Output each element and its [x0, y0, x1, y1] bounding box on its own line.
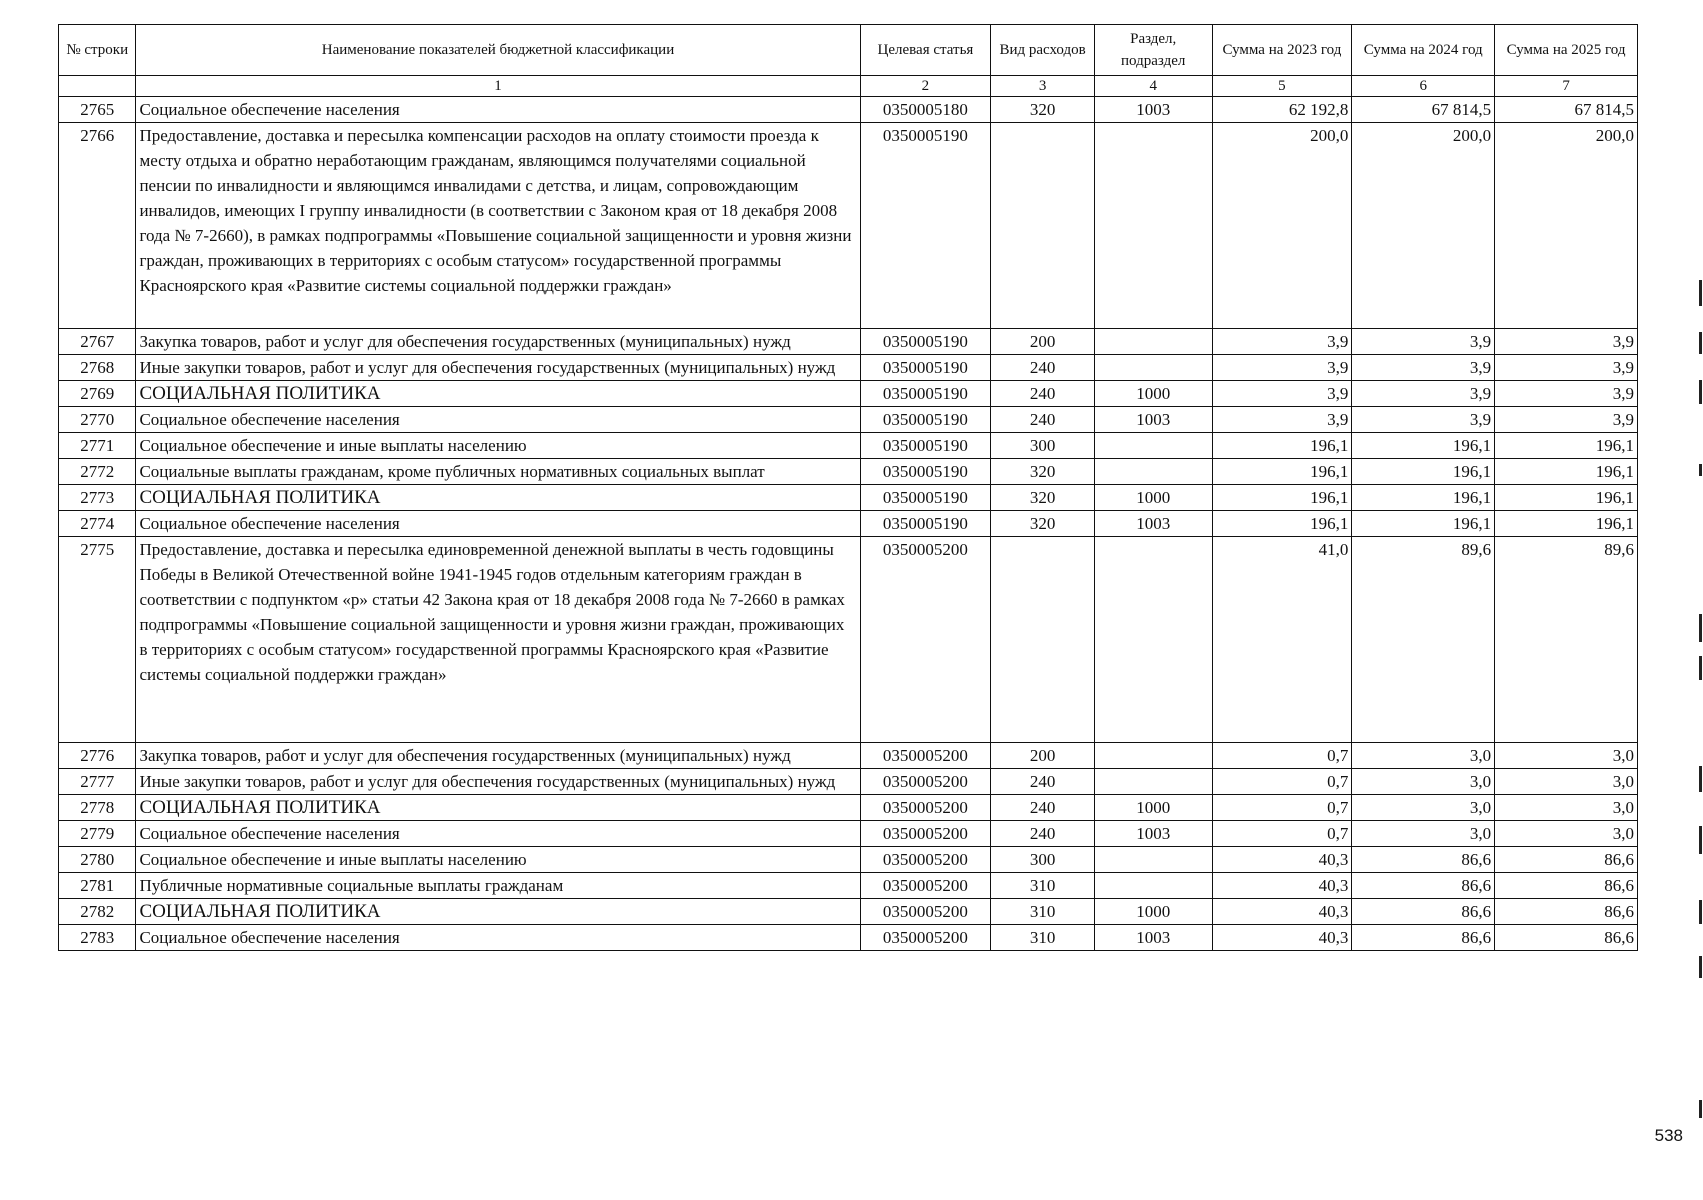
row-name-cell: СОЦИАЛЬНАЯ ПОЛИТИКА	[136, 381, 860, 407]
section-cell	[1094, 873, 1212, 899]
sum-2024-cell: 3,0	[1352, 821, 1495, 847]
binding-mark	[1699, 332, 1702, 354]
sum-2023-cell: 3,9	[1212, 407, 1352, 433]
table-row	[59, 123, 1638, 329]
table-row	[59, 355, 1638, 381]
sum-2023-cell: 196,1	[1212, 485, 1352, 511]
sum-2025-cell: 3,9	[1495, 381, 1638, 407]
section-cell: 1000	[1094, 899, 1212, 925]
row-name-cell: Социальное обеспечение населения	[136, 925, 860, 951]
target-article-cell: 0350005200	[860, 925, 991, 951]
row-number-cell: 2779	[59, 821, 136, 847]
sum-2023-cell: 3,9	[1212, 381, 1352, 407]
section-cell	[1094, 433, 1212, 459]
sum-2024-cell: 200,0	[1352, 123, 1495, 329]
table-row	[59, 329, 1638, 355]
table-row	[59, 821, 1638, 847]
table-row	[59, 795, 1638, 821]
table-row	[59, 925, 1638, 951]
target-article-cell: 0350005200	[860, 769, 991, 795]
sum-2024-cell: 89,6	[1352, 537, 1495, 743]
header-sum-2024: Сумма на 2024 год	[1352, 25, 1495, 76]
sum-2023-cell: 200,0	[1212, 123, 1352, 329]
header-expense-type: Вид расходов	[991, 25, 1095, 76]
sum-2025-cell: 3,9	[1495, 407, 1638, 433]
target-article-cell: 0350005200	[860, 899, 991, 925]
column-number: 1	[136, 76, 860, 97]
expense-type-cell: 320	[991, 485, 1095, 511]
row-number-cell: 2783	[59, 925, 136, 951]
row-number-cell: 2767	[59, 329, 136, 355]
row-name-cell: Социальное обеспечение и иные выплаты населению	[136, 847, 860, 873]
target-article-cell: 0350005190	[860, 485, 991, 511]
sum-2024-cell: 3,0	[1352, 769, 1495, 795]
row-number-cell: 2780	[59, 847, 136, 873]
sum-2023-cell: 40,3	[1212, 899, 1352, 925]
sum-2023-cell: 0,7	[1212, 795, 1352, 821]
sum-2024-cell: 3,0	[1352, 743, 1495, 769]
row-number-cell: 2777	[59, 769, 136, 795]
expense-type-cell: 240	[991, 407, 1095, 433]
sum-2024-cell: 67 814,5	[1352, 97, 1495, 123]
header-name: Наименование показателей бюджетной классификации	[136, 25, 860, 76]
expense-type-cell: 200	[991, 743, 1095, 769]
sum-2023-cell: 62 192,8	[1212, 97, 1352, 123]
column-number: 4	[1094, 76, 1212, 97]
budget-table	[58, 24, 1638, 951]
table-header-row	[59, 25, 1638, 76]
table-row	[59, 873, 1638, 899]
sum-2023-cell: 0,7	[1212, 769, 1352, 795]
table-row	[59, 847, 1638, 873]
target-article-cell: 0350005190	[860, 407, 991, 433]
sum-2024-cell: 3,9	[1352, 407, 1495, 433]
table-row	[59, 537, 1638, 743]
header-sum-2023: Сумма на 2023 год	[1212, 25, 1352, 76]
table-body	[59, 97, 1638, 951]
sum-2023-cell: 40,3	[1212, 873, 1352, 899]
section-cell: 1003	[1094, 511, 1212, 537]
expense-type-cell: 240	[991, 821, 1095, 847]
table-row	[59, 97, 1638, 123]
section-cell: 1003	[1094, 821, 1212, 847]
sum-2023-cell: 196,1	[1212, 511, 1352, 537]
table-row	[59, 459, 1638, 485]
row-number-cell: 2774	[59, 511, 136, 537]
sum-2024-cell: 196,1	[1352, 433, 1495, 459]
sum-2025-cell: 86,6	[1495, 873, 1638, 899]
target-article-cell: 0350005190	[860, 381, 991, 407]
binding-marks	[1699, 280, 1703, 1160]
column-number-row	[59, 76, 1638, 97]
section-cell	[1094, 329, 1212, 355]
sum-2025-cell: 196,1	[1495, 459, 1638, 485]
table-row	[59, 899, 1638, 925]
target-article-cell: 0350005200	[860, 795, 991, 821]
row-name-cell: Предоставление, доставка и пересылка компенсации расходов на оплату стоимости проезда к месту отдыха и обратно неработающим гражданам, являющимся получателями социальной пенсии по инвалидности и являющимся инвалидами с детства, и лицам, сопровождающим инвалидов, имеющих I группу инвалидности (в соответствии с Законом края от 18 декабря 2008 года № 7-2660), в рамках подпрограммы «Повышение социальной защищенности и уровня жизни граждан, проживающих в территориях с особым статусом» государственной программы Красноярского края «Развитие системы социальной поддержки граждан»	[136, 123, 860, 329]
sum-2025-cell: 3,9	[1495, 355, 1638, 381]
table-row	[59, 381, 1638, 407]
section-cell	[1094, 355, 1212, 381]
column-number	[59, 76, 136, 97]
sum-2023-cell: 0,7	[1212, 743, 1352, 769]
row-number-cell: 2782	[59, 899, 136, 925]
section-cell: 1000	[1094, 381, 1212, 407]
sum-2025-cell: 67 814,5	[1495, 97, 1638, 123]
sum-2024-cell: 86,6	[1352, 925, 1495, 951]
section-cell	[1094, 847, 1212, 873]
sum-2025-cell: 3,0	[1495, 743, 1638, 769]
row-number-cell: 2769	[59, 381, 136, 407]
row-number-cell: 2772	[59, 459, 136, 485]
sum-2025-cell: 86,6	[1495, 925, 1638, 951]
sum-2025-cell: 3,0	[1495, 769, 1638, 795]
row-number-cell: 2768	[59, 355, 136, 381]
target-article-cell: 0350005190	[860, 459, 991, 485]
sum-2024-cell: 196,1	[1352, 459, 1495, 485]
target-article-cell: 0350005180	[860, 97, 991, 123]
row-number-cell: 2773	[59, 485, 136, 511]
table-row	[59, 433, 1638, 459]
sum-2024-cell: 196,1	[1352, 511, 1495, 537]
row-number-cell: 2776	[59, 743, 136, 769]
section-cell	[1094, 769, 1212, 795]
row-number-cell: 2775	[59, 537, 136, 743]
binding-mark	[1699, 826, 1702, 854]
section-cell: 1000	[1094, 485, 1212, 511]
target-article-cell: 0350005190	[860, 329, 991, 355]
sum-2025-cell: 196,1	[1495, 485, 1638, 511]
target-article-cell: 0350005200	[860, 873, 991, 899]
target-article-cell: 0350005190	[860, 511, 991, 537]
row-name-cell: СОЦИАЛЬНАЯ ПОЛИТИКА	[136, 795, 860, 821]
header-section: Раздел, подраздел	[1094, 25, 1212, 76]
sum-2025-cell: 196,1	[1495, 511, 1638, 537]
column-number: 6	[1352, 76, 1495, 97]
expense-type-cell: 300	[991, 433, 1095, 459]
row-number-cell: 2765	[59, 97, 136, 123]
table-row	[59, 485, 1638, 511]
expense-type-cell: 320	[991, 511, 1095, 537]
expense-type-cell: 310	[991, 925, 1095, 951]
sum-2023-cell: 40,3	[1212, 847, 1352, 873]
binding-mark	[1699, 656, 1702, 680]
section-cell	[1094, 123, 1212, 329]
binding-mark	[1699, 464, 1702, 476]
section-cell	[1094, 537, 1212, 743]
sum-2025-cell: 196,1	[1495, 433, 1638, 459]
sum-2024-cell: 86,6	[1352, 873, 1495, 899]
column-number: 5	[1212, 76, 1352, 97]
expense-type-cell	[991, 537, 1095, 743]
column-number: 7	[1495, 76, 1638, 97]
expense-type-cell: 310	[991, 873, 1095, 899]
target-article-cell: 0350005200	[860, 847, 991, 873]
sum-2025-cell: 86,6	[1495, 899, 1638, 925]
row-number-cell: 2770	[59, 407, 136, 433]
header-sum-2025: Сумма на 2025 год	[1495, 25, 1638, 76]
sum-2025-cell: 3,9	[1495, 329, 1638, 355]
expense-type-cell: 240	[991, 355, 1095, 381]
row-name-cell: Социальное обеспечение населения	[136, 511, 860, 537]
table-row	[59, 769, 1638, 795]
column-number: 2	[860, 76, 991, 97]
header-row-no: № строки	[59, 25, 136, 76]
column-number: 3	[991, 76, 1095, 97]
target-article-cell: 0350005200	[860, 743, 991, 769]
table-row	[59, 407, 1638, 433]
sum-2023-cell: 3,9	[1212, 355, 1352, 381]
binding-mark	[1699, 614, 1702, 642]
sum-2024-cell: 196,1	[1352, 485, 1495, 511]
expense-type-cell: 240	[991, 381, 1095, 407]
sum-2023-cell: 0,7	[1212, 821, 1352, 847]
section-cell: 1003	[1094, 925, 1212, 951]
sum-2023-cell: 40,3	[1212, 925, 1352, 951]
sum-2024-cell: 3,9	[1352, 381, 1495, 407]
expense-type-cell: 240	[991, 769, 1095, 795]
binding-mark	[1699, 766, 1702, 792]
sum-2023-cell: 196,1	[1212, 433, 1352, 459]
binding-mark	[1699, 1100, 1702, 1118]
sum-2025-cell: 3,0	[1495, 795, 1638, 821]
sum-2024-cell: 3,9	[1352, 355, 1495, 381]
row-name-cell: Предоставление, доставка и пересылка единовременной денежной выплаты в честь годовщины Победы в Великой Отечественной войне 1941-1945 годов отдельным категориям граждан в соответствии с подпунктом «р» статьи 42 Закона края от 18 декабря 2008 года № 7-2660 в рамках подпрограммы «Повышение социальной защищенности и уровня жизни граждан, проживающих в территориях с особым статусом» государственной программы Красноярского края «Развитие системы социальной поддержки граждан»	[136, 537, 860, 743]
binding-mark	[1699, 280, 1702, 306]
expense-type-cell: 200	[991, 329, 1095, 355]
expense-type-cell	[991, 123, 1095, 329]
expense-type-cell: 300	[991, 847, 1095, 873]
row-name-cell: Иные закупки товаров, работ и услуг для обеспечения государственных (муниципальных) нужд	[136, 355, 860, 381]
sum-2025-cell: 200,0	[1495, 123, 1638, 329]
target-article-cell: 0350005200	[860, 537, 991, 743]
row-number-cell: 2778	[59, 795, 136, 821]
sum-2024-cell: 3,9	[1352, 329, 1495, 355]
section-cell: 1003	[1094, 97, 1212, 123]
expense-type-cell: 320	[991, 459, 1095, 485]
row-name-cell: Социальное обеспечение населения	[136, 821, 860, 847]
row-name-cell: Социальное обеспечение населения	[136, 97, 860, 123]
target-article-cell: 0350005200	[860, 821, 991, 847]
target-article-cell: 0350005190	[860, 433, 991, 459]
expense-type-cell: 310	[991, 899, 1095, 925]
sum-2023-cell: 3,9	[1212, 329, 1352, 355]
row-name-cell: СОЦИАЛЬНАЯ ПОЛИТИКА	[136, 899, 860, 925]
header-target: Целевая статья	[860, 25, 991, 76]
row-name-cell: Публичные нормативные социальные выплаты гражданам	[136, 873, 860, 899]
row-name-cell: Закупка товаров, работ и услуг для обеспечения государственных (муниципальных) нужд	[136, 743, 860, 769]
binding-mark	[1699, 900, 1702, 924]
binding-mark	[1699, 956, 1702, 978]
expense-type-cell: 240	[991, 795, 1095, 821]
sum-2025-cell: 86,6	[1495, 847, 1638, 873]
sum-2023-cell: 196,1	[1212, 459, 1352, 485]
expense-type-cell: 320	[991, 97, 1095, 123]
sum-2023-cell: 41,0	[1212, 537, 1352, 743]
sum-2024-cell: 86,6	[1352, 847, 1495, 873]
row-name-cell: Закупка товаров, работ и услуг для обеспечения государственных (муниципальных) нужд	[136, 329, 860, 355]
row-name-cell: Социальные выплаты гражданам, кроме публичных нормативных социальных выплат	[136, 459, 860, 485]
page-number: 538	[1654, 1126, 1683, 1145]
section-cell	[1094, 743, 1212, 769]
table-row	[59, 511, 1638, 537]
row-name-cell: Социальное обеспечение и иные выплаты населению	[136, 433, 860, 459]
sum-2025-cell: 89,6	[1495, 537, 1638, 743]
row-name-cell: СОЦИАЛЬНАЯ ПОЛИТИКА	[136, 485, 860, 511]
row-number-cell: 2771	[59, 433, 136, 459]
sum-2025-cell: 3,0	[1495, 821, 1638, 847]
row-number-cell: 2781	[59, 873, 136, 899]
section-cell: 1000	[1094, 795, 1212, 821]
target-article-cell: 0350005190	[860, 123, 991, 329]
target-article-cell: 0350005190	[860, 355, 991, 381]
sum-2024-cell: 3,0	[1352, 795, 1495, 821]
binding-mark	[1699, 380, 1702, 404]
section-cell: 1003	[1094, 407, 1212, 433]
section-cell	[1094, 459, 1212, 485]
row-name-cell: Социальное обеспечение населения	[136, 407, 860, 433]
table-row	[59, 743, 1638, 769]
row-number-cell: 2766	[59, 123, 136, 329]
row-name-cell: Иные закупки товаров, работ и услуг для обеспечения государственных (муниципальных) нужд	[136, 769, 860, 795]
sum-2024-cell: 86,6	[1352, 899, 1495, 925]
